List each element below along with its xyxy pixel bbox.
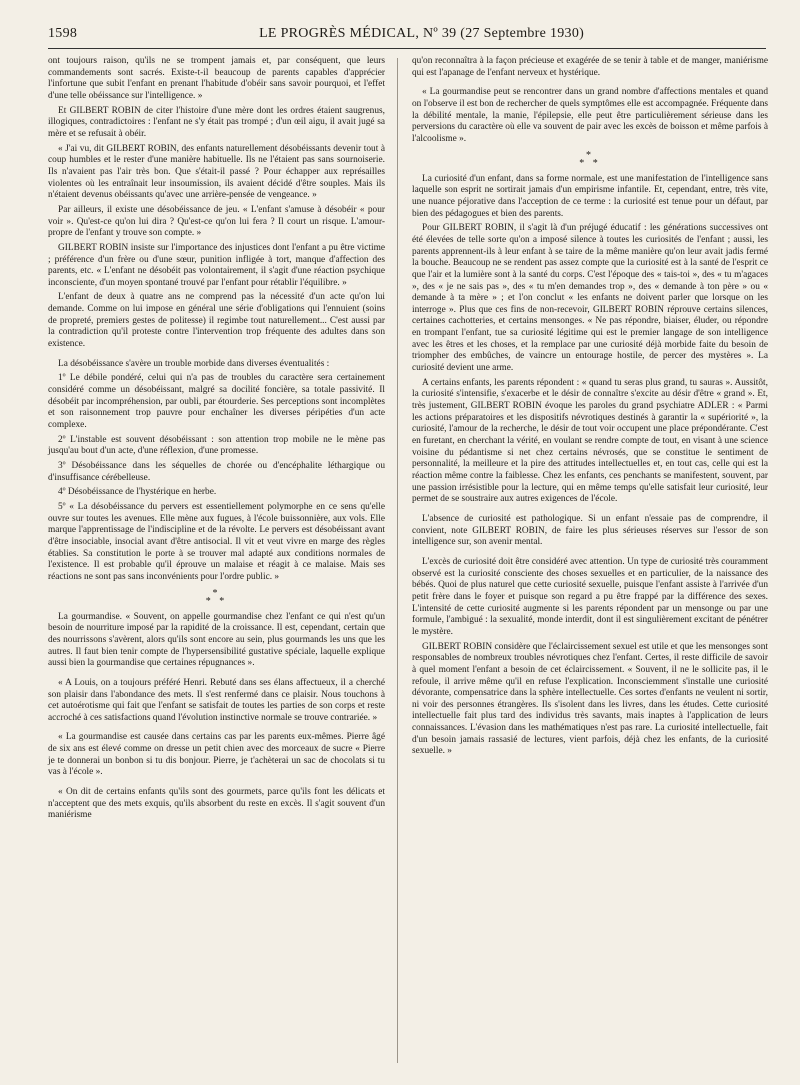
paragraph: La désobéissance s'avère un trouble morbide dans diverses éventualités : (58, 358, 330, 369)
quote-paragraph: « La gourmandise est causée dans certains cas par les parents eux-mêmes. Pierre âgé de six ans est élevé comme on dresse un petit chien avec des morceaux de sucre « Pierre je te donnerai un bonbon si tu dis bonjour. Pierre, je t'achèterai un sac de chocolats si tu vas à l'école ». (48, 732, 385, 778)
list-item: 5º « La désobéissance du pervers est essentiellement polymorphe en ce sens qu'elle ouvre sur toutes les avenues. Elle mène aux fugues, à l'école buissonnière, aux vols. Elle marque l'apprentissage de l'indiscipline et de la révolte. Le pervers est désobéissant avant d'être insociable, insocial avant d'être antisocial. Il vit et veut vivre en marge des règles établies. Sa constitution le porte à se trouver mal adapté aux conditions normales de l'existence. Il est probable qu'il éprouve un malaise et réagit à ce malaise. Mais ses réactions ne sont pas sans inconvénients pour l'ordre public. » (48, 501, 385, 582)
paragraph: Et GILBERT ROBIN de citer l'histoire d'une mère dont les ordres étaient saugrenus, illogiques, contradictoires : l'enfant ne s'y était pas trompé ; d'un œil aigu, il avait jugé sa mère et se refusait à obéir. (48, 105, 385, 139)
quote-paragraph: « A Louis, on a toujours préféré Henri. Rebuté dans ses élans affectueux, il a cherché son plaisir dans l'abondance des mets. Il s'est renfermé dans ce plaisir. Nous touchons à cet autoérotisme qui fait que l'enfant se satisfait de toutes les parties de son corps et reste accroché à ces satisfactions quand l'évolution instinctive normale se trouve contrariée. » (48, 677, 385, 723)
paragraph: A certains enfants, les parents répondent : « quand tu seras plus grand, tu sauras ». Aussitôt, la curiosité s'intensifie, s'exacerbe et le désir de connaître s'excite au désir d'être « grand ». Et, très justement, GILBERT ROBIN évoque les paroles du grand psychiatre ADLER : « Parmi les actions préparatoires et les dispositifs névrotiques destinés à garantir la « supériorité », la curiosité, l'amour de la recherche, le désir de tout voir occupent une place prépondérante. C'est en furetant, en cherchant la vérité, en voulant se rendre compte de tout, en visant à une science voisine du pédantisme si net chez certains névrosés, que se constitue le sentiment de personnalité, la meilleure et la pire des attitudes intellectuelles et, en tout cas, celle qui est la réaction même contre la faiblesse. Chez les enfants, ces penchants se manifestent, souvent, par une passion irrésistible pour la lecture, qui en même temps qu'elle satisfait leur curiosité, leur permet de se soustraire aux autres exigences de l'école. (412, 377, 768, 505)
page-number: 1598 (48, 26, 78, 41)
paragraph: La gourmandise. « Souvent, on appelle gourmandise chez l'enfant ce qui n'est qu'un besoin de nourriture imposé par la rapidité de la croissance. Il est, cependant, certain que des nourrissons s'avèrent, alors qu'ils sont encore au sein, plus gourmands les uns que les autres. Il faut bien tenir compte de l'hypersensibilité gustative spéciale, laquelle explique aussi bien la gourmandise que certaines répugnances ». (48, 611, 385, 669)
right-column (412, 56, 768, 761)
paragraph: GILBERT ROBIN insiste sur l'importance des injustices dont l'enfant a pu être victime ; préférence d'un frère ou d'une sœur, punition infligée à tort, manque d'affection des parents, etc. « L'enfant ne désobéit pas volontairement, il s'agit d'une réaction psychique inconsciente, d'un moyen spontané trouvé par l'enfant pour rétablir l'équilibre. » (48, 242, 385, 288)
paragraph: La curiosité d'un enfant, dans sa forme normale, est une manifestation de l'intelligence sans laquelle son esprit ne sortirait jamais d'un empirisme infantile. Et, cependant, entre, très vite, une nuance péjorative dans l'acception de ce terme : la curiosité est tenue pour un défaut, par bien des pédagogues et bien des parents. (412, 173, 768, 219)
list-item: 1º Le débile pondéré, celui qui n'a pas de troubles du caractère sera certainement considéré comme un désobéissant, malgré sa docilité foncière, sa totale passivité. Il désobéit par incompréhension, par oubli, par étourderie. Ses perceptions sont incomplètes et son raisonnement trop pauvre pour enchaîner les diverses péripéties d'un acte complexe. (48, 373, 385, 431)
running-header (48, 26, 766, 46)
column-divider (397, 58, 398, 1063)
paragraph: L'absence de curiosité est pathologique. Si un enfant n'essaie pas de comprendre, il convient, note GILBERT ROBIN, de faire les plus sérieuses réserves sur l'essor de son intelligence sur, son avenir mental. (412, 513, 768, 548)
journal-title: LE PROGRÈS MÉDICAL, Nº 39 (27 Septembre 1930) (259, 26, 585, 41)
quote-paragraph: « On dit de certains enfants qu'ils sont des gourmets, parce qu'ils font les délicats et n'acceptent que des mets exquis, qu'ils absorbent du reste en excès. Il s'agit souvent d'un maniérisme (48, 787, 385, 821)
left-column (48, 56, 385, 825)
list-item: 2º L'instable est souvent désobéissant : son attention trop mobile ne le mène pas jusqu'au bout d'un acte, d'une réflexion, d'une promesse. (48, 434, 385, 457)
quote-paragraph: « La gourmandise peut se rencontrer dans un grand nombre d'affections mentales et quand on l'observe il est bon de rechercher de quels symptômes elle est accompagnée. Fréquente dans la débilité mentale, la manie, l'épilepsie, elle peut être particulièrement sérieuse dans les perversions du caractère où elle va souvent de pair avec les excès de boisson et même parfois à l'alcoolisme ». (412, 87, 768, 144)
header-rule (48, 48, 766, 49)
paragraph: L'enfant de deux à quatre ans ne comprend pas la nécessité d'un acte qu'on lui demande. Comme on lui impose en général une série d'obligations qui l'ennuient (soins de propreté, premiers gestes de politesse) il regimbe tout naturellement... C'est aussi par la contradiction qu'il proteste contre l'intervention trop fréquente des adultes dans son existence. (48, 292, 385, 350)
list-item: 3º Désobéissance dans les séquelles de chorée ou d'encéphalite léthargique ou d'insuffisance cérébelleuse. (48, 461, 385, 483)
paragraph: qu'on reconnaîtra à la façon précieuse et exagérée de se tenir à table et de manger, maniérisme qui est l'apanage de l'enfant nerveux et hystérique. (412, 56, 768, 78)
paragraph: « J'ai vu, dit GILBERT ROBIN, des enfants naturellement désobéissants devenir tout à coup humbles et le rester d'une manière habituelle. Ils ne l'étaient pas sans sournoiserie. Ils n'avaient pas l'air très bon. Que s'était-il passé ? Pour échapper aux représailles violentes où les entraînait leur insoumission, ils avaient décidé d'être souples. Mais ils n'étaient devenus obéissants qu'avec une arrière-pensée de vengeance. » (48, 143, 385, 201)
paragraph: Pour GILBERT ROBIN, il s'agit là d'un préjugé éducatif : les générations successives ont été élevées de telle sorte qu'on a imposé silence à toutes les curiosités de l'enfant ; aussi, les parents apprennent-ils à leur enfant à se taire de la même manière qu'on leur avait jadis fermé la bouche. Beaucoup ne se rendent pas assez compte que la curiosité est à la santé de l'esprit ce que l'air et la lumière sont à la santé du corps. C'est l'époque des « tais-toi », des « tu m'agaces », des « je ne sais pas », des « tu m'en demandes trop », des « demande à ton père » ou « demande à ta mère » ; et l'on conclut « les enfants ne doivent parler que lorsque on les interroge ». Plus que ces fins de non-recevoir, GILBERT ROBIN réprouve certains silences, certaines cachotteries, et certains mensonges. « Ne pas répondre, biaiser, éluder, ou répondre en trompant l'enfant, tue sa curiosité légitime qui est le premier langage de son intelligence avec les êtres et les choses, et la remplace par une curiosité déjà morbide faite du besoin de triompher des embûches, de vaincre un entourage hostile, de percer des mystères ». La curiosité devient une arme. (412, 223, 768, 374)
section-ornament: * * * (579, 149, 601, 169)
section-ornament: * * * (205, 587, 228, 607)
paragraph: ont toujours raison, qu'ils ne se trompent jamais et, par conséquent, que leurs commandements sont sacrés. Existe-t-il beaucoup de parents capables d'apprécier l'infortune que subit l'enfant en prenant l'habitude d'obéir sans savoir pourquoi, et l'effet d'une telle obéissance sur l'intelligence. » (48, 56, 385, 101)
paragraph: L'excès de curiosité doit être considéré avec attention. Un type de curiosité très couramment observé est la curiosité consciente des choses sexuelles et en particulier, de la naissance des bébés. Quoi de plus naturel que cette curiosité sexuelle, puisque l'enfant assiste à l'arrivée d'un petit frère dans le foyer et puisque son regard a pu être frappé par la différence des sexes. L'intensité de cette curiosité augmente si les parents répondent par un mensonge ou par une formule, l'ambigué : la sexualité, monde interdit, dont il est singulièrement excitant de pénétrer le mystère. (412, 556, 768, 637)
paragraph: Par ailleurs, il existe une désobéissance de jeu. « L'enfant s'amuse à désobéir « pour voir ». Qu'est-ce qu'on lui dira ? Qu'est-ce qu'on lui fera ? Il court un risque. L'amour-propre de l'enfant y trouve son compte. » (48, 204, 385, 239)
list-item: 4º Désobéissance de l'hystérique en herbe. (58, 487, 217, 498)
paragraph: GILBERT ROBIN considère que l'éclaircissement sexuel est utile et que les mensonges sont responsables de nombreux troubles névrotiques chez l'enfant. Certes, il reste difficile de savoir à quel moment l'enfant a besoin de cet éclaircissement. « Souvent, il ne le sollicite pas, il le refoule, il arrive même qu'il en refuse l'explication. Inconsciemment s'installe une curiosité dévorante, compensatrice dans la sphère intellectuelle. Ces sortes d'enfants ne veulent ni sortir, ni voir des personnes étrangères. Ils s'isolent dans les livres, dans les études. Cette curiosité intellectuelle fait plus tard des individus très savants, mais inaptes à l'application de leurs connaissances. L'évasion dans les mathématiques n'est pas rare. La curiosité intellectuelle, fait d'un besoin jamais rassasié de lectures, vient parfois, déjà chez les enfants, de la curiosité sexuelle. » (412, 641, 768, 757)
